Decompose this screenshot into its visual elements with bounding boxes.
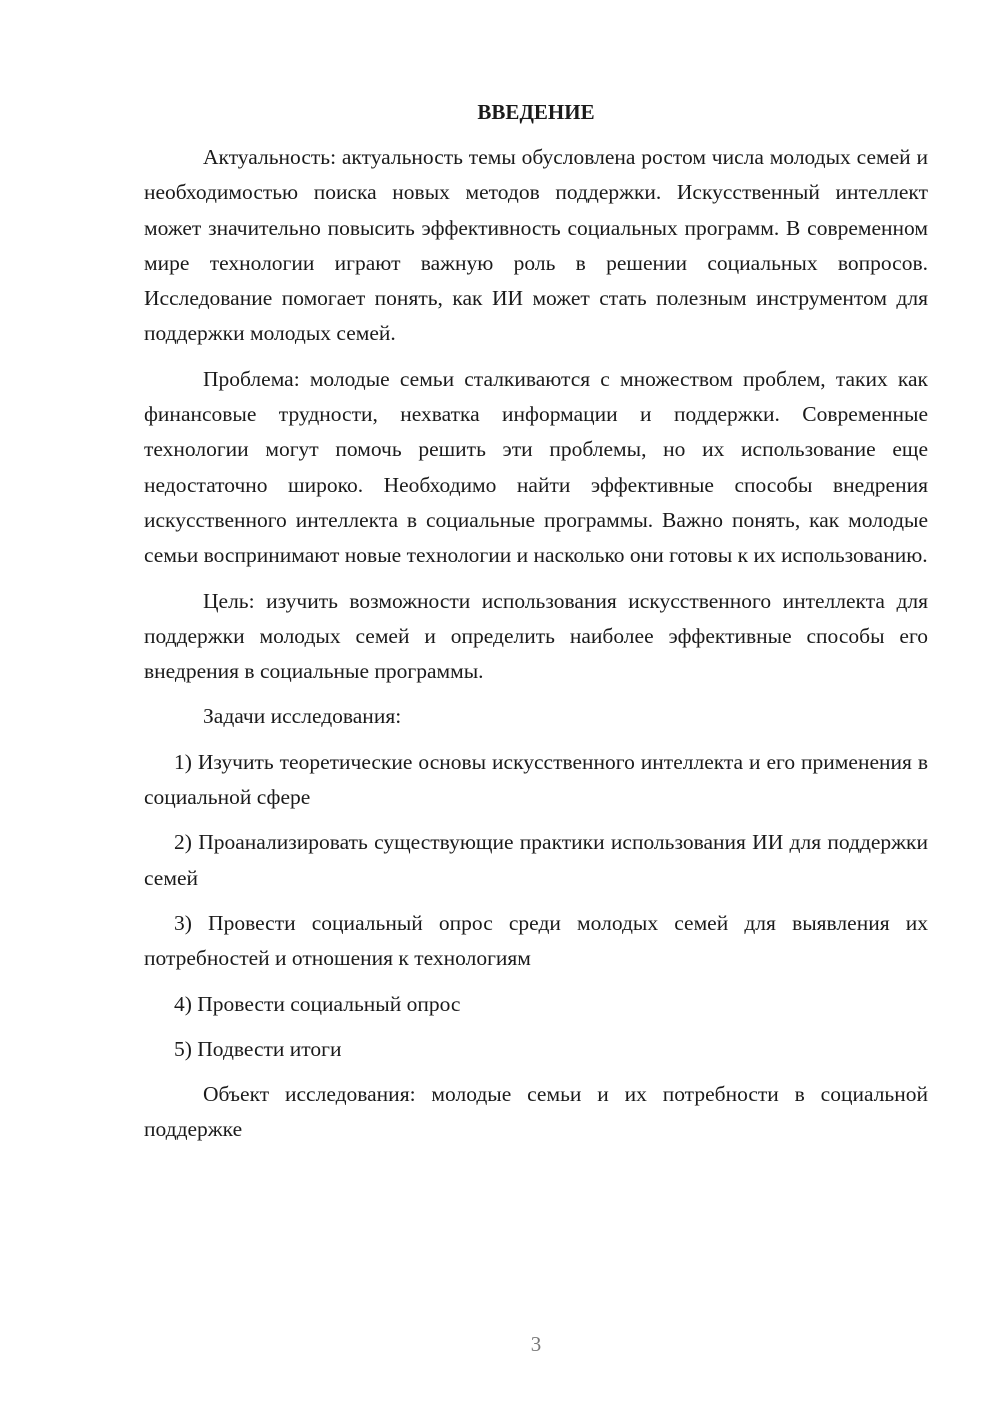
task-item-3: 3) Провести социальный опрос среди молодых семей для выявления их потребностей и отношения к технологиям	[144, 910, 928, 971]
paragraph-relevance: Актуальность: актуальность темы обусловлена ростом числа молодых семей и необходимостью поиска новых методов поддержки. Искусственный интеллект может значительно повысить эффективность социальных программ. В современном мире технологии играют важную роль в решении социальных вопросов. Исследование помогает понять, как ИИ может стать полезным инструментом для поддержки молодых семей.	[144, 145, 928, 346]
task-item-4: 4) Провести социальный опрос	[174, 991, 461, 1016]
paragraph-goal: Цель: изучить возможности использования искусственного интеллекта для поддержки молодых семей и определить наиболее эффективные способы его внедрения в социальные программы.	[144, 588, 928, 684]
task-item-1: 1) Изучить теоретические основы искусственного интеллекта и его применения в социальной сфере	[144, 749, 928, 810]
task-item-2: 2) Проанализировать существующие практики использования ИИ для поддержки семей	[144, 830, 928, 890]
document-page	[144, 96, 928, 1148]
tasks-title: Задачи исследования:	[203, 704, 402, 729]
section-title: ВВЕДЕНИЕ	[477, 100, 595, 124]
paragraph-problem: Проблема: молодые семьи сталкиваются с множеством проблем, таких как финансовые трудности, нехватка информации и поддержки. Современные технологии могут помочь решить эти проблемы, но их использование еще недостаточно широко. Необходимо найти эффективные способы внедрения искусственного интеллекта в социальные программы. Важно понять, как молодые семьи воспринимают новые технологии и насколько они готовы к их использованию.	[144, 366, 928, 568]
paragraph-object: Объект исследования: молодые семьи и их потребности в социальной поддержке	[144, 1082, 928, 1142]
task-item-5: 5) Подвести итоги	[174, 1036, 342, 1061]
page-number: 3	[530, 1332, 542, 1356]
